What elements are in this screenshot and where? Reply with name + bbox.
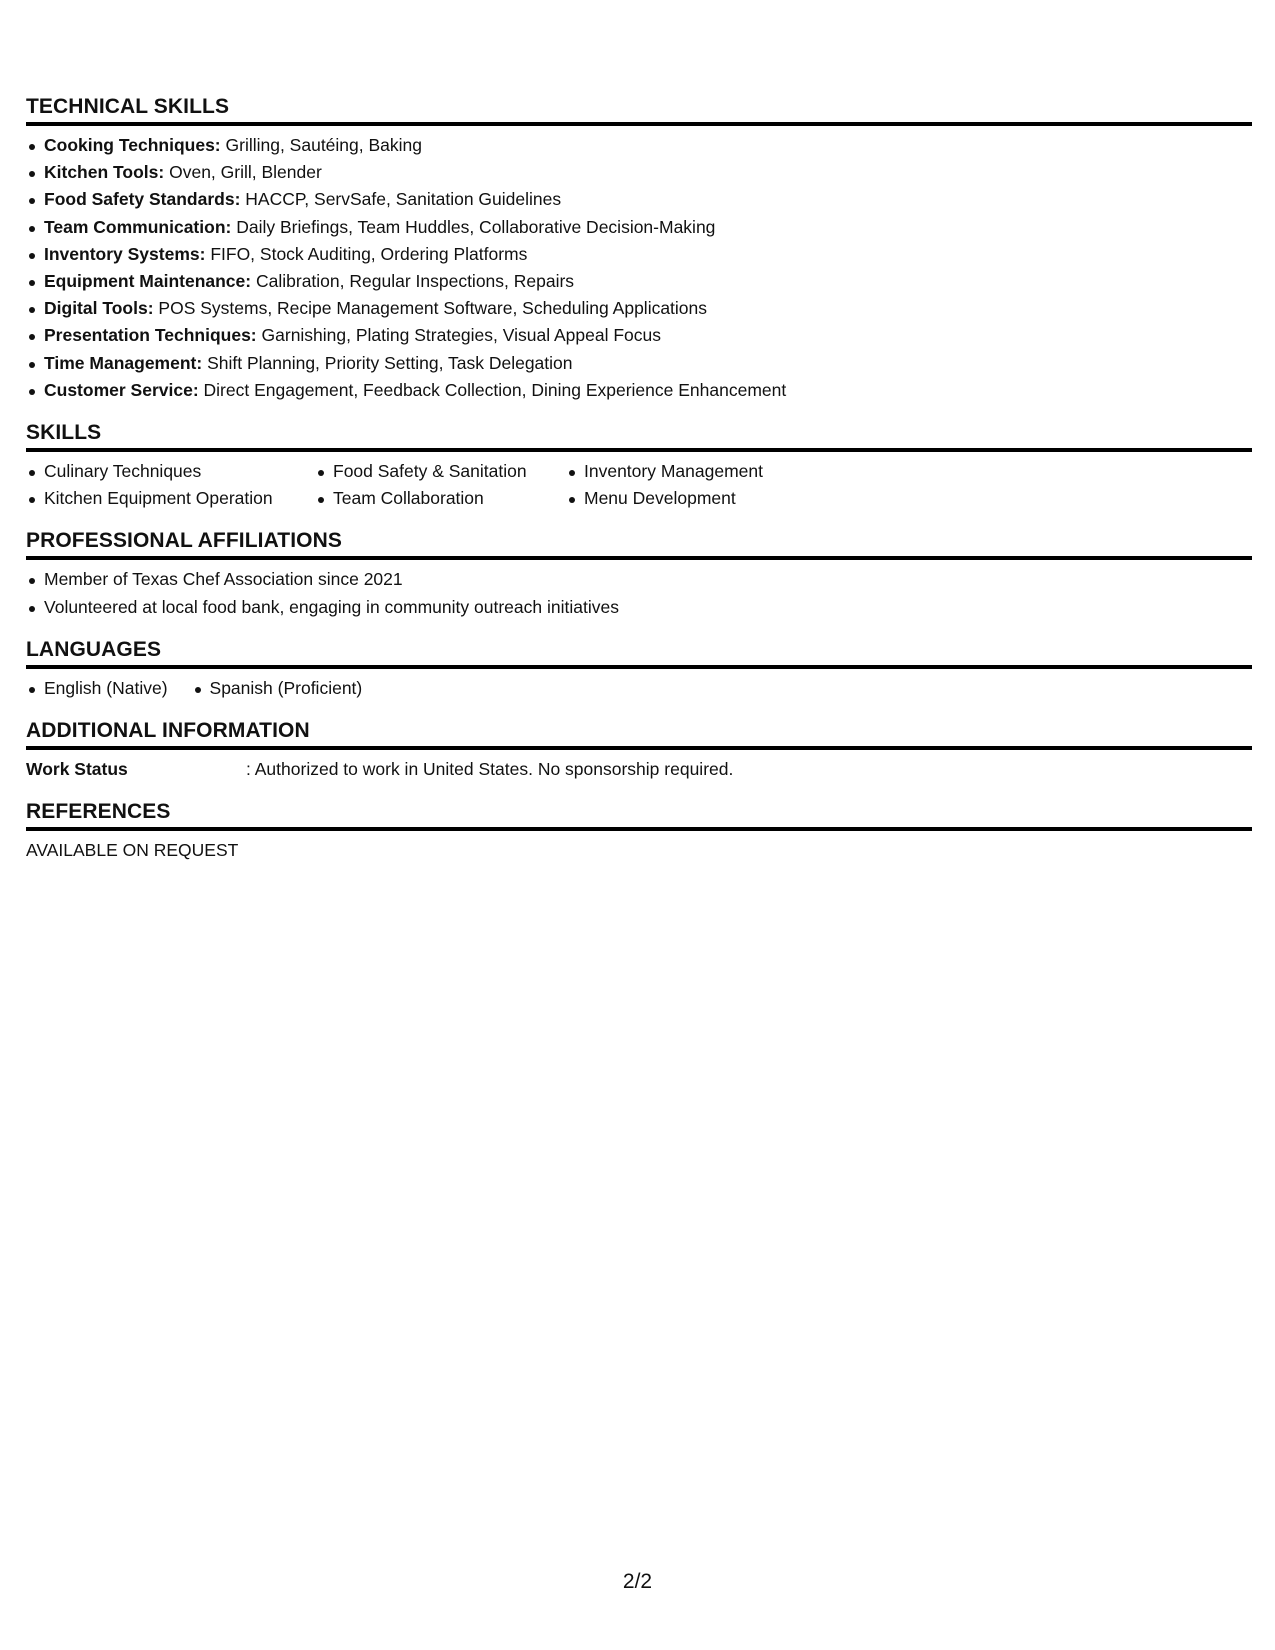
item-label: Inventory Systems:	[44, 243, 206, 264]
list-item: Inventory Management	[566, 458, 886, 485]
list-item	[26, 377, 1252, 404]
list-item	[26, 132, 1252, 159]
item-value: Oven, Grill, Blender	[169, 162, 322, 183]
list-item: Food Safety & Sanitation	[315, 458, 566, 485]
item-label: Time Management:	[44, 352, 203, 373]
languages-section	[26, 637, 1252, 702]
section-divider	[26, 556, 1252, 560]
list-item	[26, 322, 1252, 349]
item-label: Presentation Techniques:	[44, 325, 257, 346]
section-divider	[26, 665, 1252, 669]
list-item: Menu Development	[566, 485, 886, 512]
item-value: FIFO, Stock Auditing, Ordering Platforms	[210, 243, 528, 264]
section-title-languages: LANGUAGES	[26, 637, 162, 661]
item-label: Food Safety Standards:	[44, 189, 241, 210]
technical-skills-list	[26, 132, 1252, 404]
item-value: Direct Engagement, Feedback Collection, Dining Experience Enhancement	[203, 379, 787, 400]
list-item: Culinary Techniques	[26, 458, 315, 485]
list-item	[26, 295, 1252, 322]
section-divider	[26, 448, 1252, 452]
technical-skills-section	[26, 94, 1252, 404]
item-label: Team Communication:	[44, 216, 232, 237]
page-number: 2/2	[622, 1570, 653, 1593]
item-value: Calibration, Regular Inspections, Repairs	[255, 271, 575, 292]
item-label: Customer Service:	[44, 379, 199, 400]
list-item	[26, 214, 1252, 241]
section-title-references: REFERENCES	[26, 800, 171, 824]
list-item: English (Native)	[26, 675, 168, 702]
skills-list	[26, 458, 886, 512]
item-label: Cooking Techniques:	[44, 135, 221, 155]
list-item	[26, 268, 1252, 295]
list-item	[26, 186, 1252, 213]
section-divider	[26, 746, 1252, 750]
item-value: POS Systems, Recipe Management Software, Scheduling Applications	[158, 298, 708, 319]
list-item: Member of Texas Chef Association since 2021	[26, 566, 1252, 593]
item-value: Garnishing, Plating Strategies, Visual Appeal Focus	[261, 325, 662, 346]
item-label: Digital Tools:	[44, 298, 154, 319]
item-value: HACCP, ServSafe, Sanitation Guidelines	[245, 189, 562, 210]
languages-list	[26, 675, 1252, 702]
section-divider	[26, 827, 1252, 831]
work-status-label: Work Status	[26, 759, 128, 780]
references-text: AVAILABLE ON REQUEST	[26, 840, 239, 861]
skills-section	[26, 420, 1252, 512]
list-item: Spanish (Proficient)	[192, 675, 363, 702]
section-title-affiliations: PROFESSIONAL AFFILIATIONS	[26, 529, 342, 553]
item-value: Grilling, Sautéing, Baking	[225, 135, 422, 155]
work-status-row	[26, 756, 1252, 783]
item-label: Equipment Maintenance:	[44, 271, 252, 292]
item-label: Kitchen Tools:	[44, 162, 165, 183]
list-item: Team Collaboration	[315, 485, 566, 512]
additional-information-section	[26, 718, 1252, 783]
affiliations-section	[26, 528, 1252, 620]
resume-page	[26, 94, 1252, 880]
section-title-additional-information: ADDITIONAL INFORMATION	[26, 719, 310, 743]
list-item: Kitchen Equipment Operation	[26, 485, 315, 512]
list-item: Volunteered at local food bank, engaging in community outreach initiatives	[26, 594, 1252, 621]
work-status-value: : Authorized to work in United States. No sponsorship required.	[246, 759, 734, 780]
item-value: Shift Planning, Priority Setting, Task Delegation	[207, 352, 573, 373]
list-item	[26, 350, 1252, 377]
affiliations-list	[26, 566, 1252, 620]
section-divider	[26, 122, 1252, 126]
item-value: Daily Briefings, Team Huddles, Collaborative Decision-Making	[236, 216, 716, 237]
section-title-technical-skills: TECHNICAL SKILLS	[26, 95, 230, 118]
references-section	[26, 799, 1252, 864]
list-item	[26, 159, 1252, 186]
list-item	[26, 241, 1252, 268]
section-title-skills: SKILLS	[26, 421, 102, 445]
